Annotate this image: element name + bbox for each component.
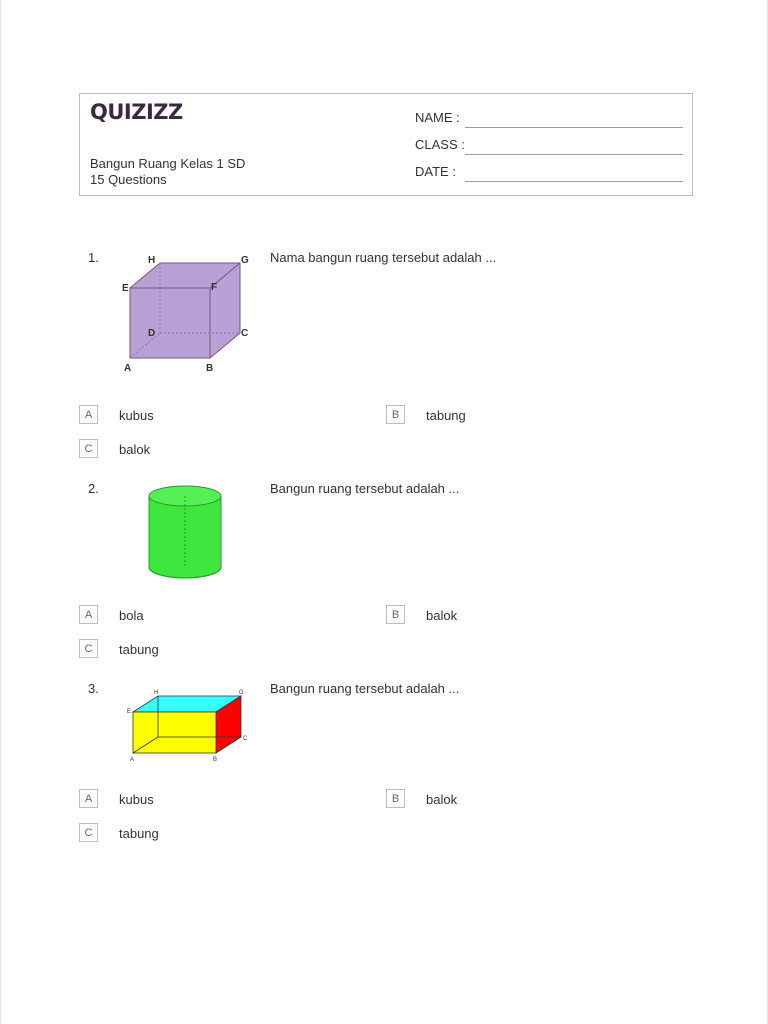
name-label: NAME : xyxy=(415,110,460,125)
cube-label-b: B xyxy=(206,363,214,374)
question-2-number: 2. xyxy=(88,481,99,496)
q3-option-a-label: kubus xyxy=(119,792,154,807)
cuboid-figure xyxy=(120,684,256,766)
cube-label-e: E xyxy=(122,283,129,294)
cube-label-d: D xyxy=(148,328,156,339)
q3-option-c-box[interactable]: C xyxy=(79,823,98,842)
class-label: CLASS : xyxy=(415,137,465,152)
q2-option-b-box[interactable]: B xyxy=(386,605,405,624)
question-1-number: 1. xyxy=(88,250,99,265)
q3-option-b-box[interactable]: B xyxy=(386,789,405,808)
worksheet-header xyxy=(79,93,693,196)
cuboid-label-e: E xyxy=(127,709,132,715)
q1-option-b-label: tabung xyxy=(426,408,466,423)
question-3-text: Bangun ruang tersebut adalah ... xyxy=(270,681,460,696)
cube-label-f: F xyxy=(211,282,218,293)
date-line xyxy=(465,181,683,182)
cuboid-label-c: C xyxy=(243,736,248,742)
cube-label-h: H xyxy=(148,255,156,266)
quiz-title: Bangun Ruang Kelas 1 SD xyxy=(90,156,246,171)
date-label: DATE : xyxy=(415,164,456,179)
question-2-text: Bangun ruang tersebut adalah ... xyxy=(270,481,460,496)
cube-label-a: A xyxy=(124,363,132,374)
cube-label-g: G xyxy=(241,255,249,266)
q2-option-c-label: tabung xyxy=(119,642,159,657)
cuboid-label-g: G xyxy=(239,690,244,696)
cuboid-label-a: A xyxy=(130,757,135,763)
q2-option-c-box[interactable]: C xyxy=(79,639,98,658)
quizizz-logo: QUIZIZZ xyxy=(90,100,183,124)
cube-label-c: C xyxy=(241,328,249,339)
question-3-number: 3. xyxy=(88,681,99,696)
question-count: 15 Questions xyxy=(90,172,167,187)
q3-option-c-label: tabung xyxy=(119,826,159,841)
class-line xyxy=(465,154,683,155)
q1-option-b-box[interactable]: B xyxy=(386,405,405,424)
page-edge-left xyxy=(0,0,1,1024)
cuboid-label-h: H xyxy=(154,690,159,696)
q2-option-a-label: bola xyxy=(119,608,144,623)
q2-option-b-label: balok xyxy=(426,608,458,623)
cuboid-label-b: B xyxy=(213,757,218,763)
q3-option-a-box[interactable]: A xyxy=(79,789,98,808)
cylinder-figure xyxy=(120,482,258,582)
q1-option-c-box[interactable]: C xyxy=(79,439,98,458)
q1-option-c-label: balok xyxy=(119,442,151,457)
q3-option-b-label: balok xyxy=(426,792,458,807)
q1-option-a-label: kubus xyxy=(119,408,154,423)
name-line xyxy=(465,127,683,128)
q2-option-a-box[interactable]: A xyxy=(79,605,98,624)
question-1-text: Nama bangun ruang tersebut adalah ... xyxy=(270,250,497,265)
cube-figure xyxy=(118,250,258,378)
q1-option-a-box[interactable]: A xyxy=(79,405,98,424)
